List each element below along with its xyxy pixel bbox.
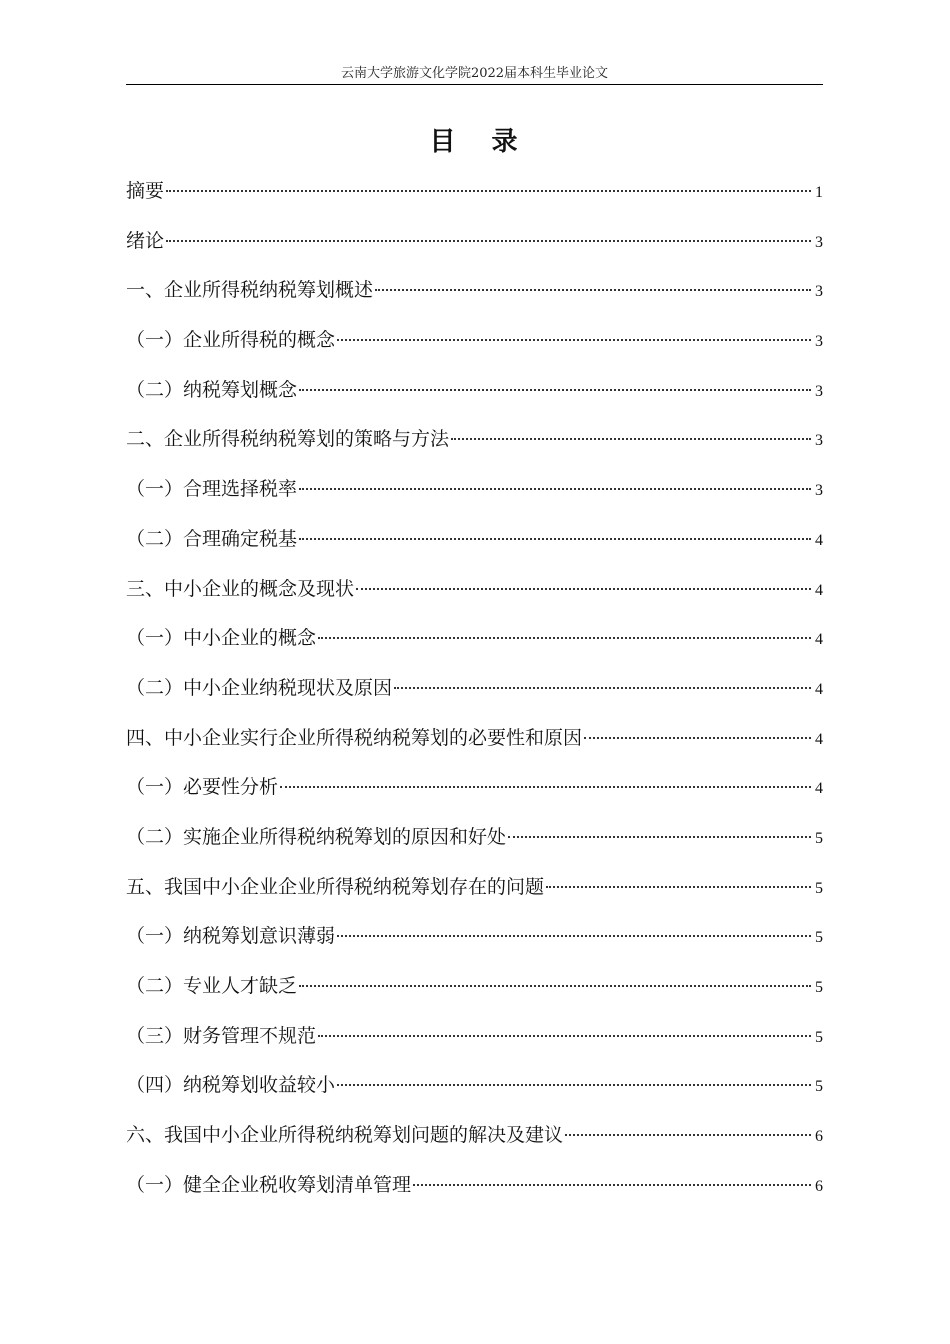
dot-leader [299, 488, 811, 490]
toc-entry-label: 二、企业所得税纳税筹划的策略与方法 [126, 428, 450, 451]
toc-entry-page: 3 [815, 333, 823, 351]
toc-entry-label: 三、中小企业的概念及现状 [126, 577, 355, 600]
toc-entry[interactable] [126, 521, 823, 571]
toc-entry-label: （一）企业所得税的概念 [126, 329, 336, 352]
toc-entry[interactable] [126, 670, 823, 720]
toc-entry[interactable] [126, 372, 823, 422]
toc-entry-label: （三）财务管理不规范 [126, 1024, 317, 1047]
toc-entry-page: 3 [815, 233, 823, 251]
toc-entry[interactable] [126, 322, 823, 372]
dot-leader [375, 289, 811, 291]
toc-entry-label: （一）必要性分析 [126, 776, 279, 799]
dot-leader [546, 886, 811, 888]
dot-leader [337, 339, 811, 341]
dot-leader [565, 1134, 811, 1136]
title-char-1: 目 [429, 127, 458, 157]
toc-entry-page: 1 [815, 184, 823, 201]
toc-entry-label: （一）纳税筹划意识薄弱 [126, 925, 336, 948]
toc-entry-label: 摘要 [126, 180, 165, 202]
toc-entry-page: 6 [815, 1177, 823, 1195]
dot-leader [166, 240, 811, 242]
toc-entry-page: 4 [815, 780, 823, 798]
toc-entry-page: 4 [815, 631, 823, 649]
toc-entry-label: 五、我国中小企业企业所得税纳税筹划存在的问题 [126, 875, 545, 898]
toc-entry[interactable] [126, 571, 823, 621]
dot-leader [318, 1035, 811, 1037]
running-header: 云南大学旅游文化学院2022届本科生毕业论文 [126, 64, 823, 85]
dot-leader [356, 588, 811, 590]
dot-leader [584, 737, 811, 739]
page-title [126, 122, 823, 162]
dot-leader [337, 1084, 811, 1086]
dot-leader [394, 687, 811, 689]
toc-entry-page: 4 [815, 581, 823, 599]
toc-entry-page: 4 [815, 680, 823, 698]
toc-entry[interactable] [126, 918, 823, 968]
toc-entry-label: （一）健全企业税收筹划清单管理 [126, 1173, 412, 1196]
toc-entry[interactable] [126, 819, 823, 869]
toc-entry[interactable] [126, 869, 823, 919]
toc-entry-page: 4 [815, 531, 823, 549]
toc-entry-label: 一、企业所得税纳税筹划概述 [126, 279, 374, 302]
toc-entry[interactable] [126, 968, 823, 1018]
toc-entry-page: 5 [815, 1078, 823, 1096]
dot-leader [280, 786, 811, 788]
toc-entry-page: 5 [815, 829, 823, 847]
toc-entry-page: 5 [815, 1028, 823, 1046]
toc-entry[interactable] [126, 223, 823, 273]
toc-entry[interactable] [126, 1167, 823, 1217]
dot-leader [508, 836, 811, 838]
toc-entry[interactable] [126, 1018, 823, 1068]
toc-entry-label: （一）合理选择税率 [126, 478, 298, 501]
toc-entry-page: 6 [815, 1128, 823, 1146]
toc-entry-page: 3 [815, 382, 823, 400]
toc-entry-label: 四、中小企业实行企业所得税纳税筹划的必要性和原因 [126, 726, 583, 749]
toc-entry[interactable] [126, 620, 823, 670]
toc-entry-page: 5 [815, 929, 823, 947]
dot-leader [299, 538, 811, 540]
dot-leader [451, 438, 811, 440]
toc-entry-page: 3 [815, 283, 823, 301]
toc-entry-page: 3 [815, 482, 823, 500]
toc-entry[interactable] [126, 272, 823, 322]
toc-entry[interactable] [126, 720, 823, 770]
dot-leader [413, 1184, 811, 1186]
toc-entry-label: 六、我国中小企业所得税纳税筹划问题的解决及建议 [126, 1124, 564, 1147]
toc-entry-page: 3 [815, 432, 823, 450]
toc-entry-page: 5 [815, 879, 823, 897]
toc-entry-label: （二）合理确定税基 [126, 527, 298, 550]
dot-leader [337, 935, 811, 937]
toc-entry-label: （四）纳税筹划收益较小 [126, 1074, 336, 1097]
table-of-contents [126, 173, 823, 1216]
toc-entry-label: （二）专业人才缺乏 [126, 975, 298, 997]
toc-entry-label: （二）纳税筹划概念 [126, 378, 298, 401]
toc-entry[interactable] [126, 471, 823, 521]
title-char-2: 录 [491, 127, 520, 157]
toc-entry[interactable] [126, 769, 823, 819]
toc-entry-label: 绪论 [126, 229, 165, 252]
dot-leader [299, 389, 811, 391]
dot-leader [166, 190, 811, 192]
toc-entry-label: （二）中小企业纳税现状及原因 [126, 676, 393, 699]
toc-entry[interactable] [126, 1067, 823, 1117]
toc-entry[interactable] [126, 1117, 823, 1167]
toc-entry-page: 5 [815, 979, 823, 996]
dot-leader [299, 985, 811, 987]
toc-entry[interactable] [126, 421, 823, 471]
toc-entry-page: 4 [815, 730, 823, 748]
dot-leader [318, 637, 811, 639]
toc-entry-label: （二）实施企业所得税纳税筹划的原因和好处 [126, 825, 507, 848]
toc-entry[interactable] [126, 173, 823, 223]
toc-entry-label: （一）中小企业的概念 [126, 627, 317, 650]
